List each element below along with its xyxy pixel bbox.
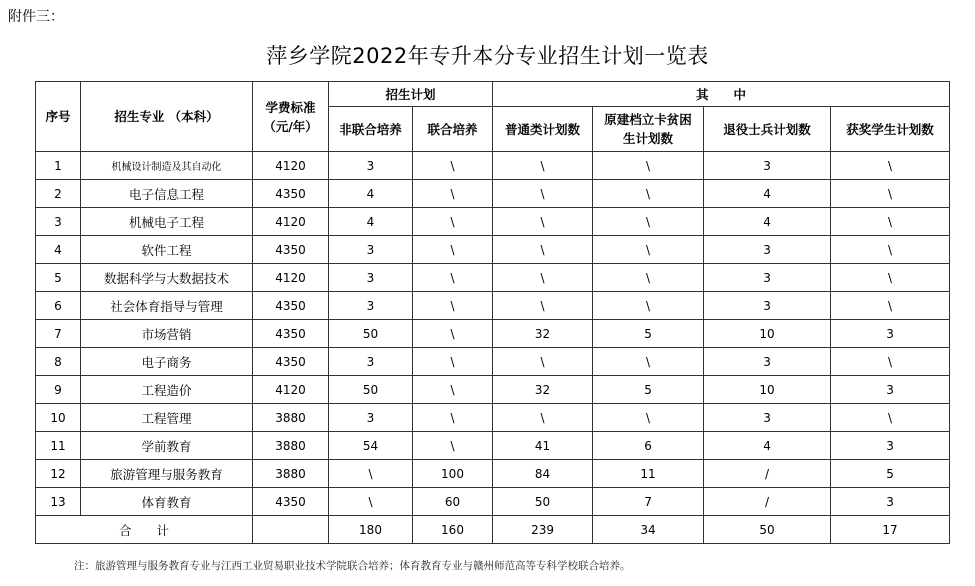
- table-row: [36, 264, 950, 292]
- cell-veteran: 3: [704, 292, 831, 320]
- cell-tuition: 4350: [253, 292, 329, 320]
- cell-tuition: 4350: [253, 488, 329, 516]
- cell-veteran: 4: [704, 432, 831, 460]
- header-veteran: 退役士兵计划数: [704, 107, 831, 152]
- cell-poor: \: [593, 236, 704, 264]
- cell-poor: 5: [593, 376, 704, 404]
- header-poor-line1: 原建档立卡贫困: [604, 112, 692, 127]
- total-joint: 160: [413, 516, 493, 544]
- cell-tuition: 4120: [253, 264, 329, 292]
- cell-general: \: [493, 152, 593, 180]
- cell-joint: \: [413, 376, 493, 404]
- cell-non-joint: \: [329, 488, 413, 516]
- cell-veteran: 10: [704, 376, 831, 404]
- table-row: [36, 404, 950, 432]
- header-poor: [593, 107, 704, 152]
- cell-non-joint: 4: [329, 180, 413, 208]
- cell-general: \: [493, 180, 593, 208]
- cell-award: 3: [831, 488, 950, 516]
- total-general: 239: [493, 516, 593, 544]
- cell-major: 机械电子工程: [81, 208, 253, 236]
- cell-poor: 6: [593, 432, 704, 460]
- cell-seq: 6: [36, 292, 81, 320]
- cell-seq: 12: [36, 460, 81, 488]
- attachment-label: 附件三：: [8, 9, 64, 25]
- cell-tuition: 4350: [253, 320, 329, 348]
- cell-general: \: [493, 208, 593, 236]
- cell-joint: 60: [413, 488, 493, 516]
- cell-non-joint: 3: [329, 348, 413, 376]
- cell-joint: \: [413, 152, 493, 180]
- table-row: [36, 208, 950, 236]
- cell-joint: \: [413, 292, 493, 320]
- cell-veteran: 3: [704, 152, 831, 180]
- cell-major: 机械设计制造及其自动化: [81, 152, 253, 180]
- total-award: 17: [831, 516, 950, 544]
- cell-award: \: [831, 348, 950, 376]
- table-row: [36, 432, 950, 460]
- enrollment-plan-table: [35, 81, 950, 544]
- cell-tuition: 3880: [253, 404, 329, 432]
- page-title: 萍乡学院2022年专升本分专业招生计划一览表: [266, 44, 709, 68]
- cell-tuition: 4120: [253, 376, 329, 404]
- cell-tuition: 3880: [253, 460, 329, 488]
- cell-seq: 2: [36, 180, 81, 208]
- header-plan: 招生计划: [329, 82, 493, 107]
- cell-award: \: [831, 404, 950, 432]
- cell-award: \: [831, 292, 950, 320]
- table-row: [36, 348, 950, 376]
- cell-award: 5: [831, 460, 950, 488]
- cell-non-joint: 3: [329, 236, 413, 264]
- cell-major: 体育教育: [81, 488, 253, 516]
- cell-seq: 9: [36, 376, 81, 404]
- cell-poor: \: [593, 152, 704, 180]
- cell-joint: \: [413, 432, 493, 460]
- cell-poor: \: [593, 404, 704, 432]
- cell-major: 工程管理: [81, 404, 253, 432]
- cell-joint: \: [413, 236, 493, 264]
- cell-poor: \: [593, 180, 704, 208]
- cell-non-joint: 3: [329, 404, 413, 432]
- cell-non-joint: 50: [329, 320, 413, 348]
- cell-award: 3: [831, 320, 950, 348]
- cell-seq: 8: [36, 348, 81, 376]
- cell-general: \: [493, 292, 593, 320]
- cell-poor: 5: [593, 320, 704, 348]
- cell-major: 电子信息工程: [81, 180, 253, 208]
- cell-tuition: 3880: [253, 432, 329, 460]
- cell-award: 3: [831, 432, 950, 460]
- footnote: 注：旅游管理与服务教育专业与江西工业贸易职业技术学院联合培养；体育教育专业与赣州师范高等专科学校联合培养。: [74, 560, 631, 572]
- cell-joint: \: [413, 348, 493, 376]
- cell-seq: 3: [36, 208, 81, 236]
- table-row: [36, 292, 950, 320]
- cell-major: 旅游管理与服务教育: [81, 460, 253, 488]
- header-poor-line2: 生计划数: [623, 131, 674, 146]
- cell-non-joint: 3: [329, 152, 413, 180]
- cell-general: \: [493, 264, 593, 292]
- cell-major: 数据科学与大数据技术: [81, 264, 253, 292]
- cell-general: \: [493, 404, 593, 432]
- cell-poor: \: [593, 348, 704, 376]
- cell-seq: 13: [36, 488, 81, 516]
- header-award: 获奖学生计划数: [831, 107, 950, 152]
- cell-major: 社会体育指导与管理: [81, 292, 253, 320]
- cell-non-joint: 4: [329, 208, 413, 236]
- cell-major: 软件工程: [81, 236, 253, 264]
- header-non-joint: 非联合培养: [329, 107, 413, 152]
- cell-veteran: 3: [704, 264, 831, 292]
- cell-joint: \: [413, 320, 493, 348]
- cell-joint: \: [413, 264, 493, 292]
- cell-major: 学前教育: [81, 432, 253, 460]
- cell-non-joint: 3: [329, 264, 413, 292]
- cell-general: \: [493, 236, 593, 264]
- total-veteran: 50: [704, 516, 831, 544]
- cell-veteran: 3: [704, 404, 831, 432]
- cell-poor: \: [593, 208, 704, 236]
- cell-major: 市场营销: [81, 320, 253, 348]
- cell-award: 3: [831, 376, 950, 404]
- cell-general: 32: [493, 320, 593, 348]
- cell-veteran: /: [704, 460, 831, 488]
- cell-joint: \: [413, 404, 493, 432]
- cell-veteran: 4: [704, 180, 831, 208]
- cell-seq: 1: [36, 152, 81, 180]
- cell-veteran: 10: [704, 320, 831, 348]
- cell-award: \: [831, 152, 950, 180]
- cell-joint: \: [413, 180, 493, 208]
- header-joint: 联合培养: [413, 107, 493, 152]
- cell-poor: 11: [593, 460, 704, 488]
- cell-general: 50: [493, 488, 593, 516]
- table-row: [36, 236, 950, 264]
- cell-tuition: 4120: [253, 208, 329, 236]
- total-non-joint: 180: [329, 516, 413, 544]
- table-row: [36, 320, 950, 348]
- table-row: [36, 376, 950, 404]
- cell-tuition: 4350: [253, 348, 329, 376]
- cell-poor: 7: [593, 488, 704, 516]
- table-row: [36, 488, 950, 516]
- cell-joint: \: [413, 208, 493, 236]
- table-row: [36, 460, 950, 488]
- header-general: 普通类计划数: [493, 107, 593, 152]
- cell-award: \: [831, 208, 950, 236]
- cell-seq: 11: [36, 432, 81, 460]
- cell-major: 工程造价: [81, 376, 253, 404]
- cell-poor: \: [593, 264, 704, 292]
- cell-tuition: 4350: [253, 236, 329, 264]
- total-tuition-empty: [253, 516, 329, 544]
- header-tuition-line2: （元/年）: [263, 118, 318, 134]
- cell-award: \: [831, 236, 950, 264]
- cell-non-joint: 50: [329, 376, 413, 404]
- cell-veteran: 3: [704, 348, 831, 376]
- cell-seq: 7: [36, 320, 81, 348]
- cell-non-joint: 3: [329, 292, 413, 320]
- table-row: [36, 180, 950, 208]
- cell-joint: 100: [413, 460, 493, 488]
- header-tuition-line1: 学费标准: [265, 99, 316, 115]
- table-row: [36, 152, 950, 180]
- cell-major: 电子商务: [81, 348, 253, 376]
- cell-veteran: 3: [704, 236, 831, 264]
- cell-general: 32: [493, 376, 593, 404]
- cell-general: 84: [493, 460, 593, 488]
- total-poor: 34: [593, 516, 704, 544]
- cell-poor: \: [593, 292, 704, 320]
- cell-veteran: 4: [704, 208, 831, 236]
- header-seq: 序号: [36, 82, 81, 152]
- cell-award: \: [831, 264, 950, 292]
- cell-seq: 5: [36, 264, 81, 292]
- cell-tuition: 4120: [253, 152, 329, 180]
- cell-non-joint: \: [329, 460, 413, 488]
- header-major: 招生专业 （本科）: [81, 82, 253, 152]
- total-row: [36, 516, 950, 544]
- cell-seq: 4: [36, 236, 81, 264]
- header-among: 其 中: [493, 82, 950, 107]
- cell-seq: 10: [36, 404, 81, 432]
- cell-general: \: [493, 348, 593, 376]
- cell-veteran: /: [704, 488, 831, 516]
- cell-tuition: 4350: [253, 180, 329, 208]
- header-tuition: [253, 82, 329, 152]
- total-label: 合 计: [36, 516, 253, 544]
- cell-general: 41: [493, 432, 593, 460]
- cell-non-joint: 54: [329, 432, 413, 460]
- cell-award: \: [831, 180, 950, 208]
